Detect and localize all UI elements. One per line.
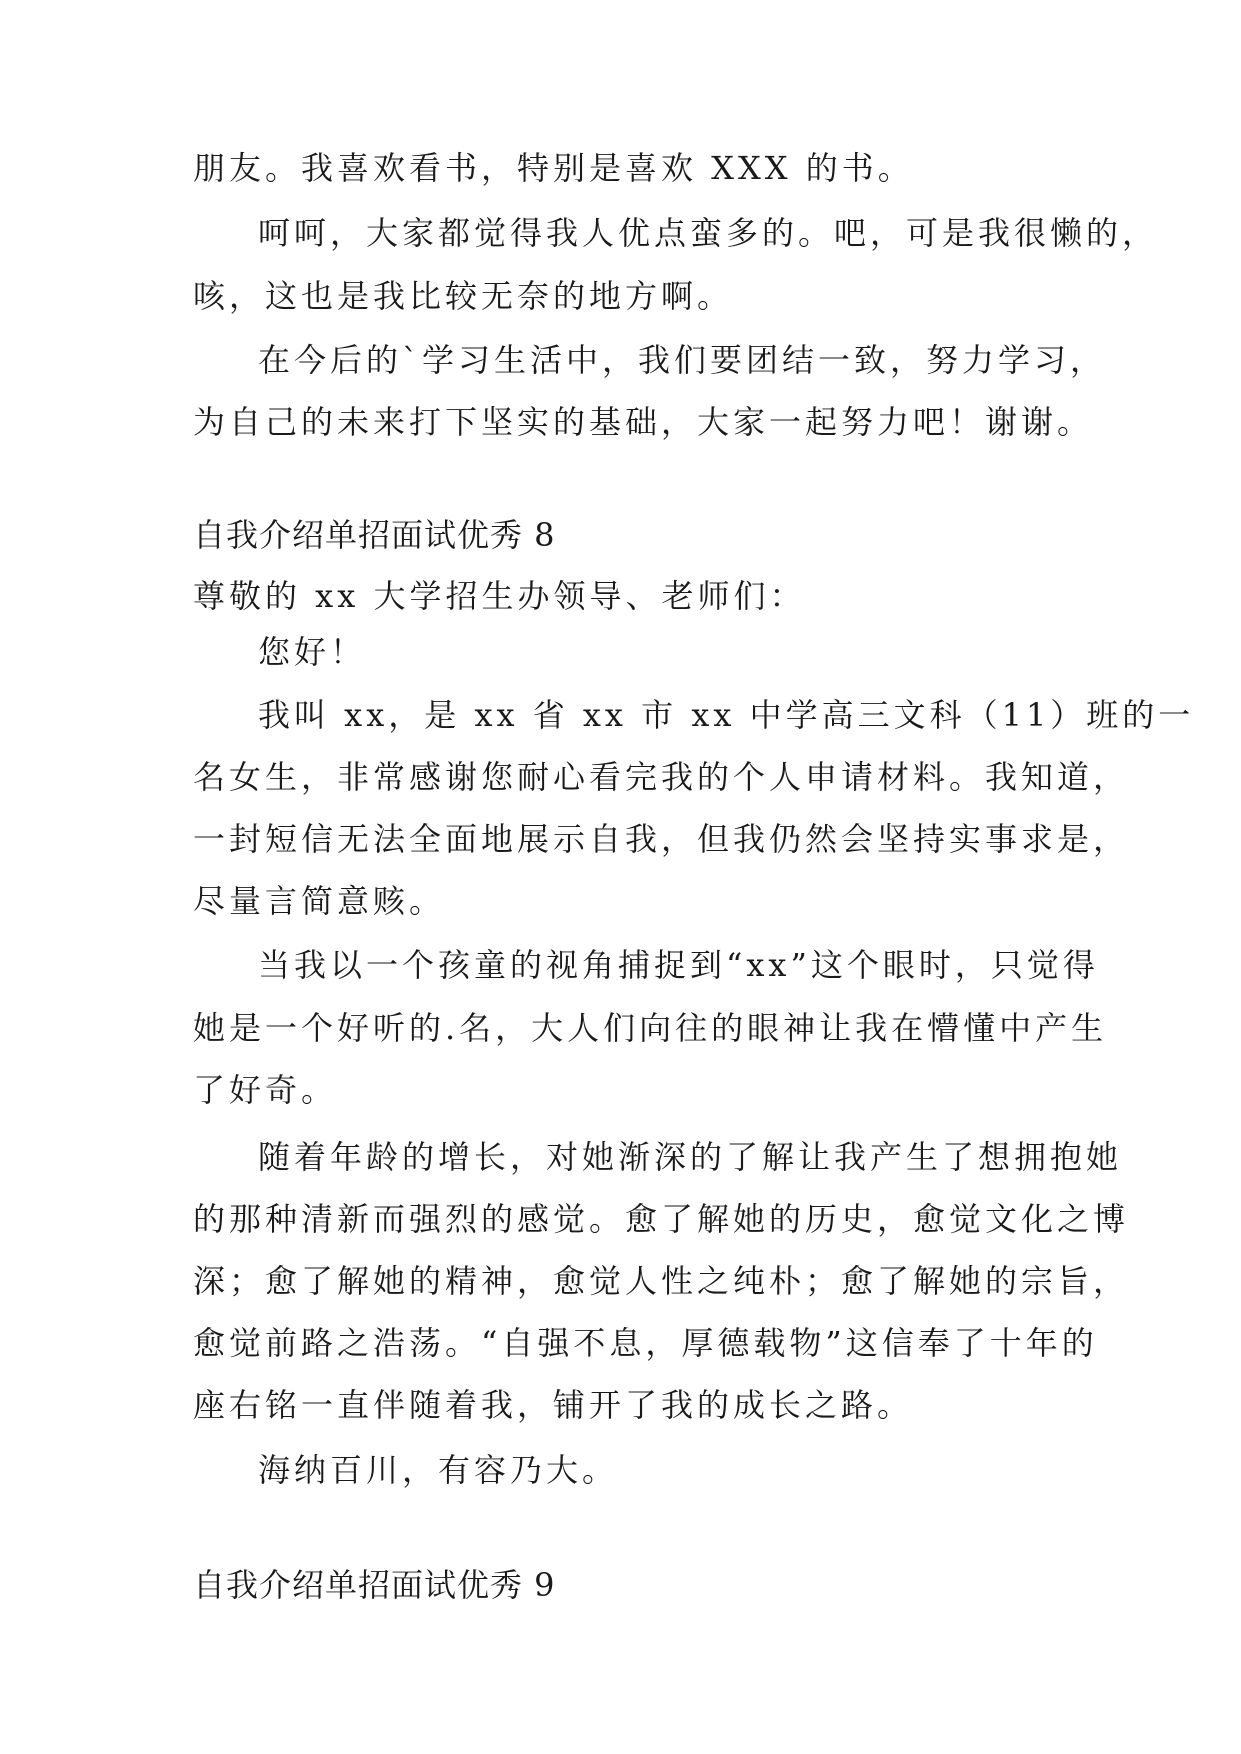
- paragraph-line: 一封短信无法全面地展示自我，但我仍然会坚持实事求是，: [193, 820, 1130, 858]
- paragraph-line: 随着年龄的增长，对她渐深的了解让我产生了想拥抱她: [258, 1138, 1123, 1176]
- paragraph-line: 在今后的`学习生活中，我们要团结一致，努力学习，: [258, 341, 1107, 379]
- paragraph-line: 为自己的未来打下坚实的基础，大家一起努力吧！谢谢。: [193, 403, 1094, 441]
- paragraph-line: 咳，这也是我比较无奈的地方啊。: [193, 277, 734, 315]
- paragraph-line: 尽量言简意赅。: [193, 882, 446, 920]
- salutation: 尊敬的 xx 大学招生办领导、老师们：: [193, 577, 806, 615]
- paragraph-line: 座右铭一直伴随着我，铺开了我的成长之路。: [193, 1386, 914, 1424]
- paragraph-line: 愈觉前路之浩荡。“自强不息，厚德载物”这信奉了十年的: [193, 1324, 1098, 1362]
- paragraph-line: 她是一个好听的.名，大人们向往的眼神让我在懵懂中产生: [193, 1009, 1108, 1047]
- paragraph-line: 我叫 xx，是 xx 省 xx 市 xx 中学高三文科（11）班的一: [258, 696, 1195, 734]
- section-heading: 自我介绍单招面试优秀 9: [193, 1566, 556, 1604]
- paragraph-line: 名女生，非常感谢您耐心看完我的个人申请材料。我知道，: [193, 758, 1130, 796]
- paragraph-line: 深；愈了解她的精神，愈觉人性之纯朴；愈了解她的宗旨，: [193, 1262, 1130, 1300]
- paragraph-line: 的那种清新而强烈的感觉。愈了解她的历史，愈觉文化之博: [193, 1200, 1130, 1238]
- paragraph-line: 当我以一个孩童的视角捕捉到“xx”这个眼时，只觉得: [258, 946, 1099, 984]
- paragraph-line: 了好奇。: [193, 1071, 338, 1109]
- paragraph-line: 呵呵，大家都觉得我人优点蛮多的。吧，可是我很懒的，: [258, 214, 1159, 252]
- section-heading: 自我介绍单招面试优秀 8: [193, 516, 556, 554]
- paragraph-line: 朋友。我喜欢看书，特别是喜欢 XXX 的书。: [193, 149, 914, 187]
- greeting: 您好！: [258, 633, 367, 671]
- paragraph-line: 海纳百川，有容乃大。: [258, 1451, 619, 1489]
